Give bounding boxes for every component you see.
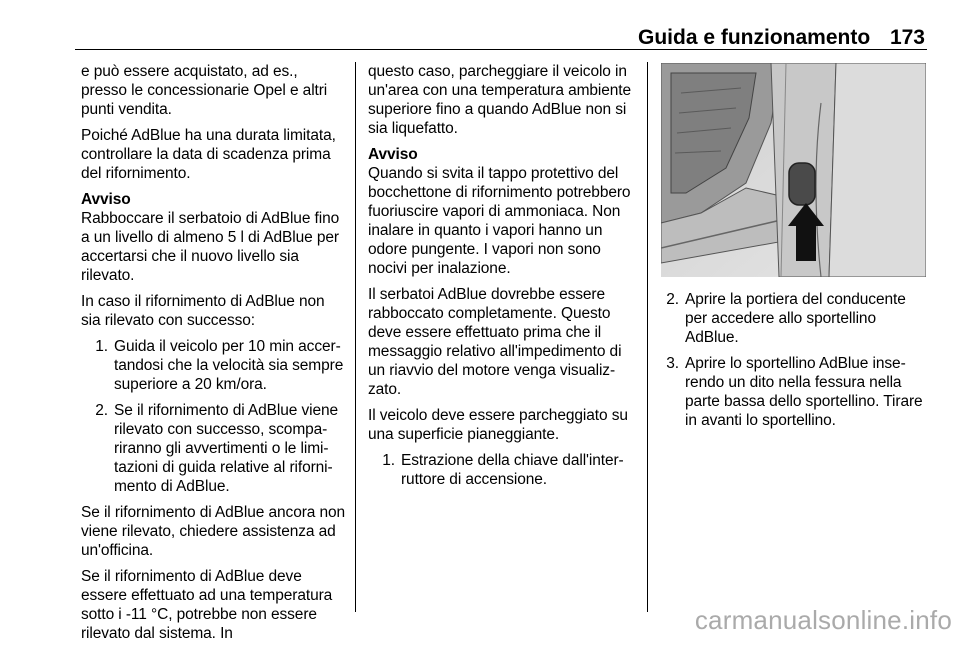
column-left	[81, 62, 346, 650]
door-frame-drawing	[661, 63, 926, 277]
adblue-flap-illustration	[661, 63, 926, 277]
notice-text: Quando si svita il tappo protettivo del bocchettone di rifornimento potrebbero fuoriuscire vapori di ammoniaca. Non inalare in quanto i vapori hanno un odore pungente. I vapori non sono nocivi per inalazione.	[368, 165, 631, 277]
paragraph: Se il rifornimento di AdBlue deve essere effettuato ad una temperatura sotto i -11 °C, potrebbe non essere rilevato dal sistema. In	[81, 568, 333, 642]
list-text: Aprire la portiera del conducente per accedere allo sportellino AdBlue.	[685, 291, 906, 346]
list-number: 1.	[382, 452, 395, 469]
paragraph: In caso il rifornimento di AdBlue non sia rilevato con successo:	[81, 293, 325, 329]
page-header	[75, 0, 927, 50]
notice-heading: Avviso	[81, 191, 131, 208]
list-number: 3.	[666, 355, 679, 372]
list-text: Estrazione della chiave dall'interruttore di accensione.	[401, 452, 624, 488]
list-number: 2.	[666, 291, 679, 308]
list-item	[81, 337, 346, 394]
column-middle	[368, 62, 634, 496]
paragraph: Poiché AdBlue ha una durata limitata, controllare la data di scadenza prima del rifornimento.	[81, 127, 336, 182]
notice-heading: Avviso	[368, 146, 418, 163]
notice-text: Rabboccare il serbatoio di AdBlue fino a un livello di almeno 5 l di AdBlue per accertarsi che il nuovo livello sia rilevato.	[81, 210, 340, 284]
list-number: 2.	[95, 402, 108, 419]
list-item	[661, 290, 929, 347]
list-item	[661, 354, 929, 430]
paragraph: questo caso, parcheggiare il veicolo in un'area con una temperatura ambiente superiore fino a quando AdBlue non si sia liquefatto.	[368, 63, 632, 137]
section-title: Guida e funzionamento	[638, 26, 871, 49]
list-number: 1.	[95, 338, 108, 355]
list-text: Guida il veicolo per 10 min accertandosi che la velocità sia sempre superiore a 20 km/ora.	[114, 338, 344, 393]
column-right	[661, 290, 929, 437]
list-item	[81, 401, 346, 496]
list-text: Se il rifornimento di AdBlue viene rilevato con successo, scompariranno gli avvertimenti o le limitazioni di guida relative al rifornimento di AdBlue.	[114, 402, 339, 495]
column-divider	[355, 62, 356, 612]
page-number: 173	[889, 26, 925, 49]
watermark: carmanualsonline.info	[694, 605, 952, 635]
paragraph: Il serbatoi AdBlue dovrebbe essere rabboccato completamente. Questo deve essere effettuato prima che il messaggio relativo all'impedimento di un riavvio del motore venga visualizzato.	[368, 286, 622, 398]
column-divider	[647, 62, 648, 612]
list-text: Aprire lo sportellino AdBlue inserendo un dito nella fessura nella parte bassa dello sportellino. Tirare in avanti lo sportellino.	[685, 355, 923, 429]
paragraph: Se il rifornimento di AdBlue ancora non viene rilevato, chiedere assistenza ad un'officina.	[81, 504, 346, 559]
list-item	[368, 451, 634, 489]
paragraph: Il veicolo deve essere parcheggiato su una superficie pianeggiante.	[368, 407, 628, 443]
paragraph: e può essere acquistato, ad es., presso le concessionarie Opel e altri punti vendita.	[81, 63, 328, 118]
